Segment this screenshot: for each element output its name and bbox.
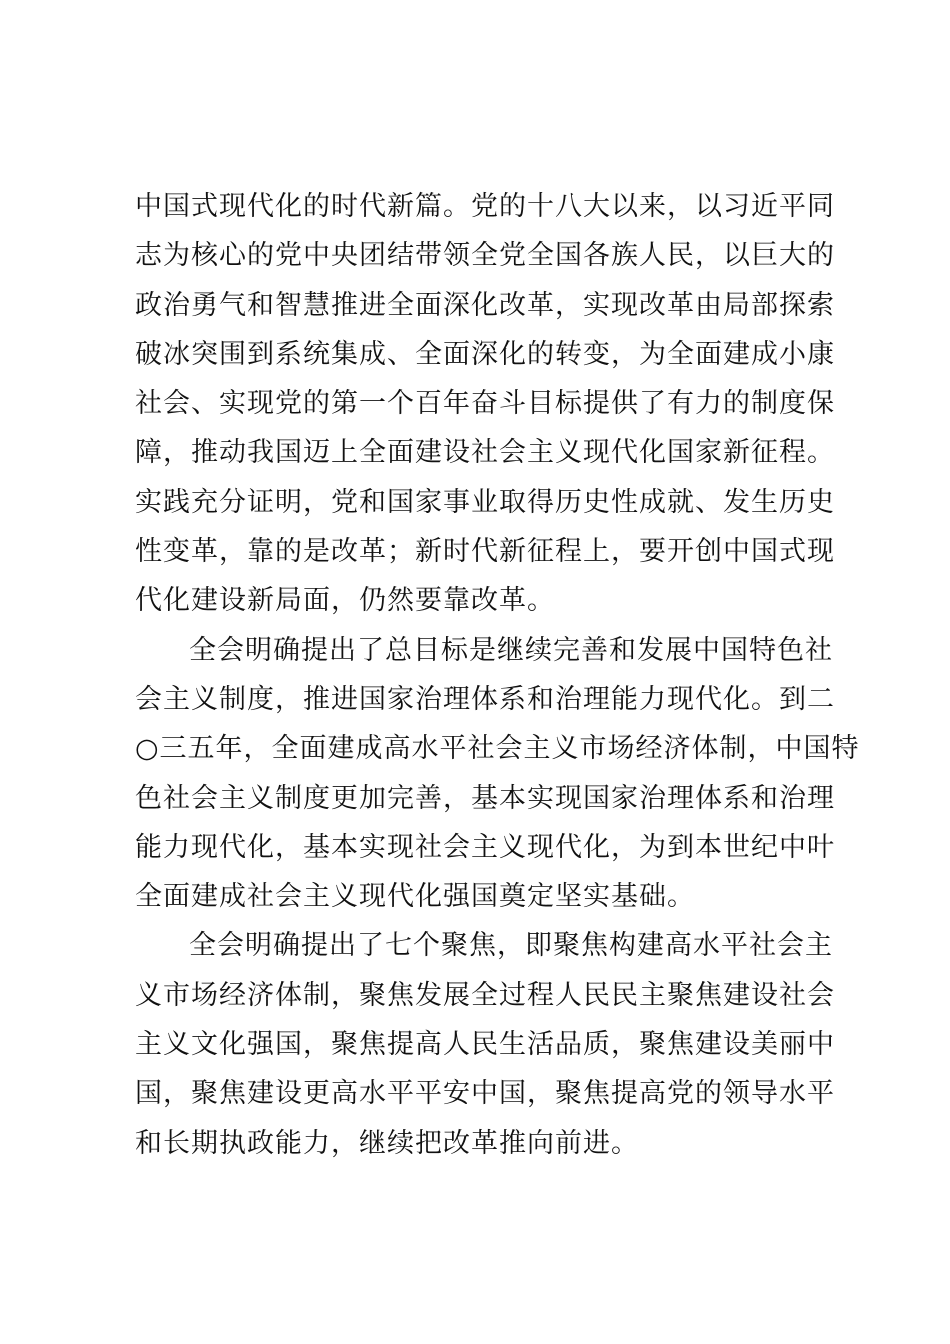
text-line: 障，推动我国迈上全面建设社会主义现代化国家新征程。 [135,437,835,469]
text-line: 实践充分证明，党和国家事业取得历史性成就、发生历史 [135,486,835,518]
text-line: 会主义制度，推进国家治理体系和治理能力现代化。到二 [135,683,835,715]
paragraph-start-line: 全会明确提出了七个聚焦，即聚焦构建高水平社会主 [189,930,833,962]
text-line: 性变革，靠的是改革；新时代新征程上，要开创中国式现 [135,536,835,568]
text-line: 全面建成社会主义现代化强国奠定坚实基础。 [135,881,695,913]
text-line: ○三五年，全面建成高水平社会主义市场经济体制，中国特 [135,733,860,765]
text-line: 国，聚焦建设更高水平平安中国，聚焦提高党的领导水平 [135,1078,835,1110]
text-line: 主义文化强国，聚焦提高人民生活品质，聚焦建设美丽中 [135,1029,835,1061]
text-line: 中国式现代化的时代新篇。党的十八大以来，以习近平同 [135,191,835,222]
text-line: 色社会主义制度更加完善，基本实现国家治理体系和治理 [135,782,835,814]
text-line: 社会、实现党的第一个百年奋斗目标提供了有力的制度保 [135,388,835,420]
body-text [135,182,860,1168]
text-line: 义市场经济体制，聚焦发展全过程人民民主聚焦建设社会 [135,979,835,1011]
text-line: 能力现代化，基本实现社会主义现代化，为到本世纪中叶 [135,831,835,863]
paragraph-start-line: 全会明确提出了总目标是继续完善和发展中国特色社 [189,634,833,666]
text-line: 和长期执政能力，继续把改革推向前进。 [135,1127,639,1159]
text-line: 政治勇气和智慧推进全面深化改革，实现改革由局部探索 [135,289,835,321]
text-line: 志为核心的党中央团结带领全党全国各族人民，以巨大的 [135,240,835,272]
text-line: 代化建设新局面，仍然要靠改革。 [135,585,555,617]
text-line: 破冰突围到系统集成、全面深化的转变，为全面建成小康 [135,338,835,370]
